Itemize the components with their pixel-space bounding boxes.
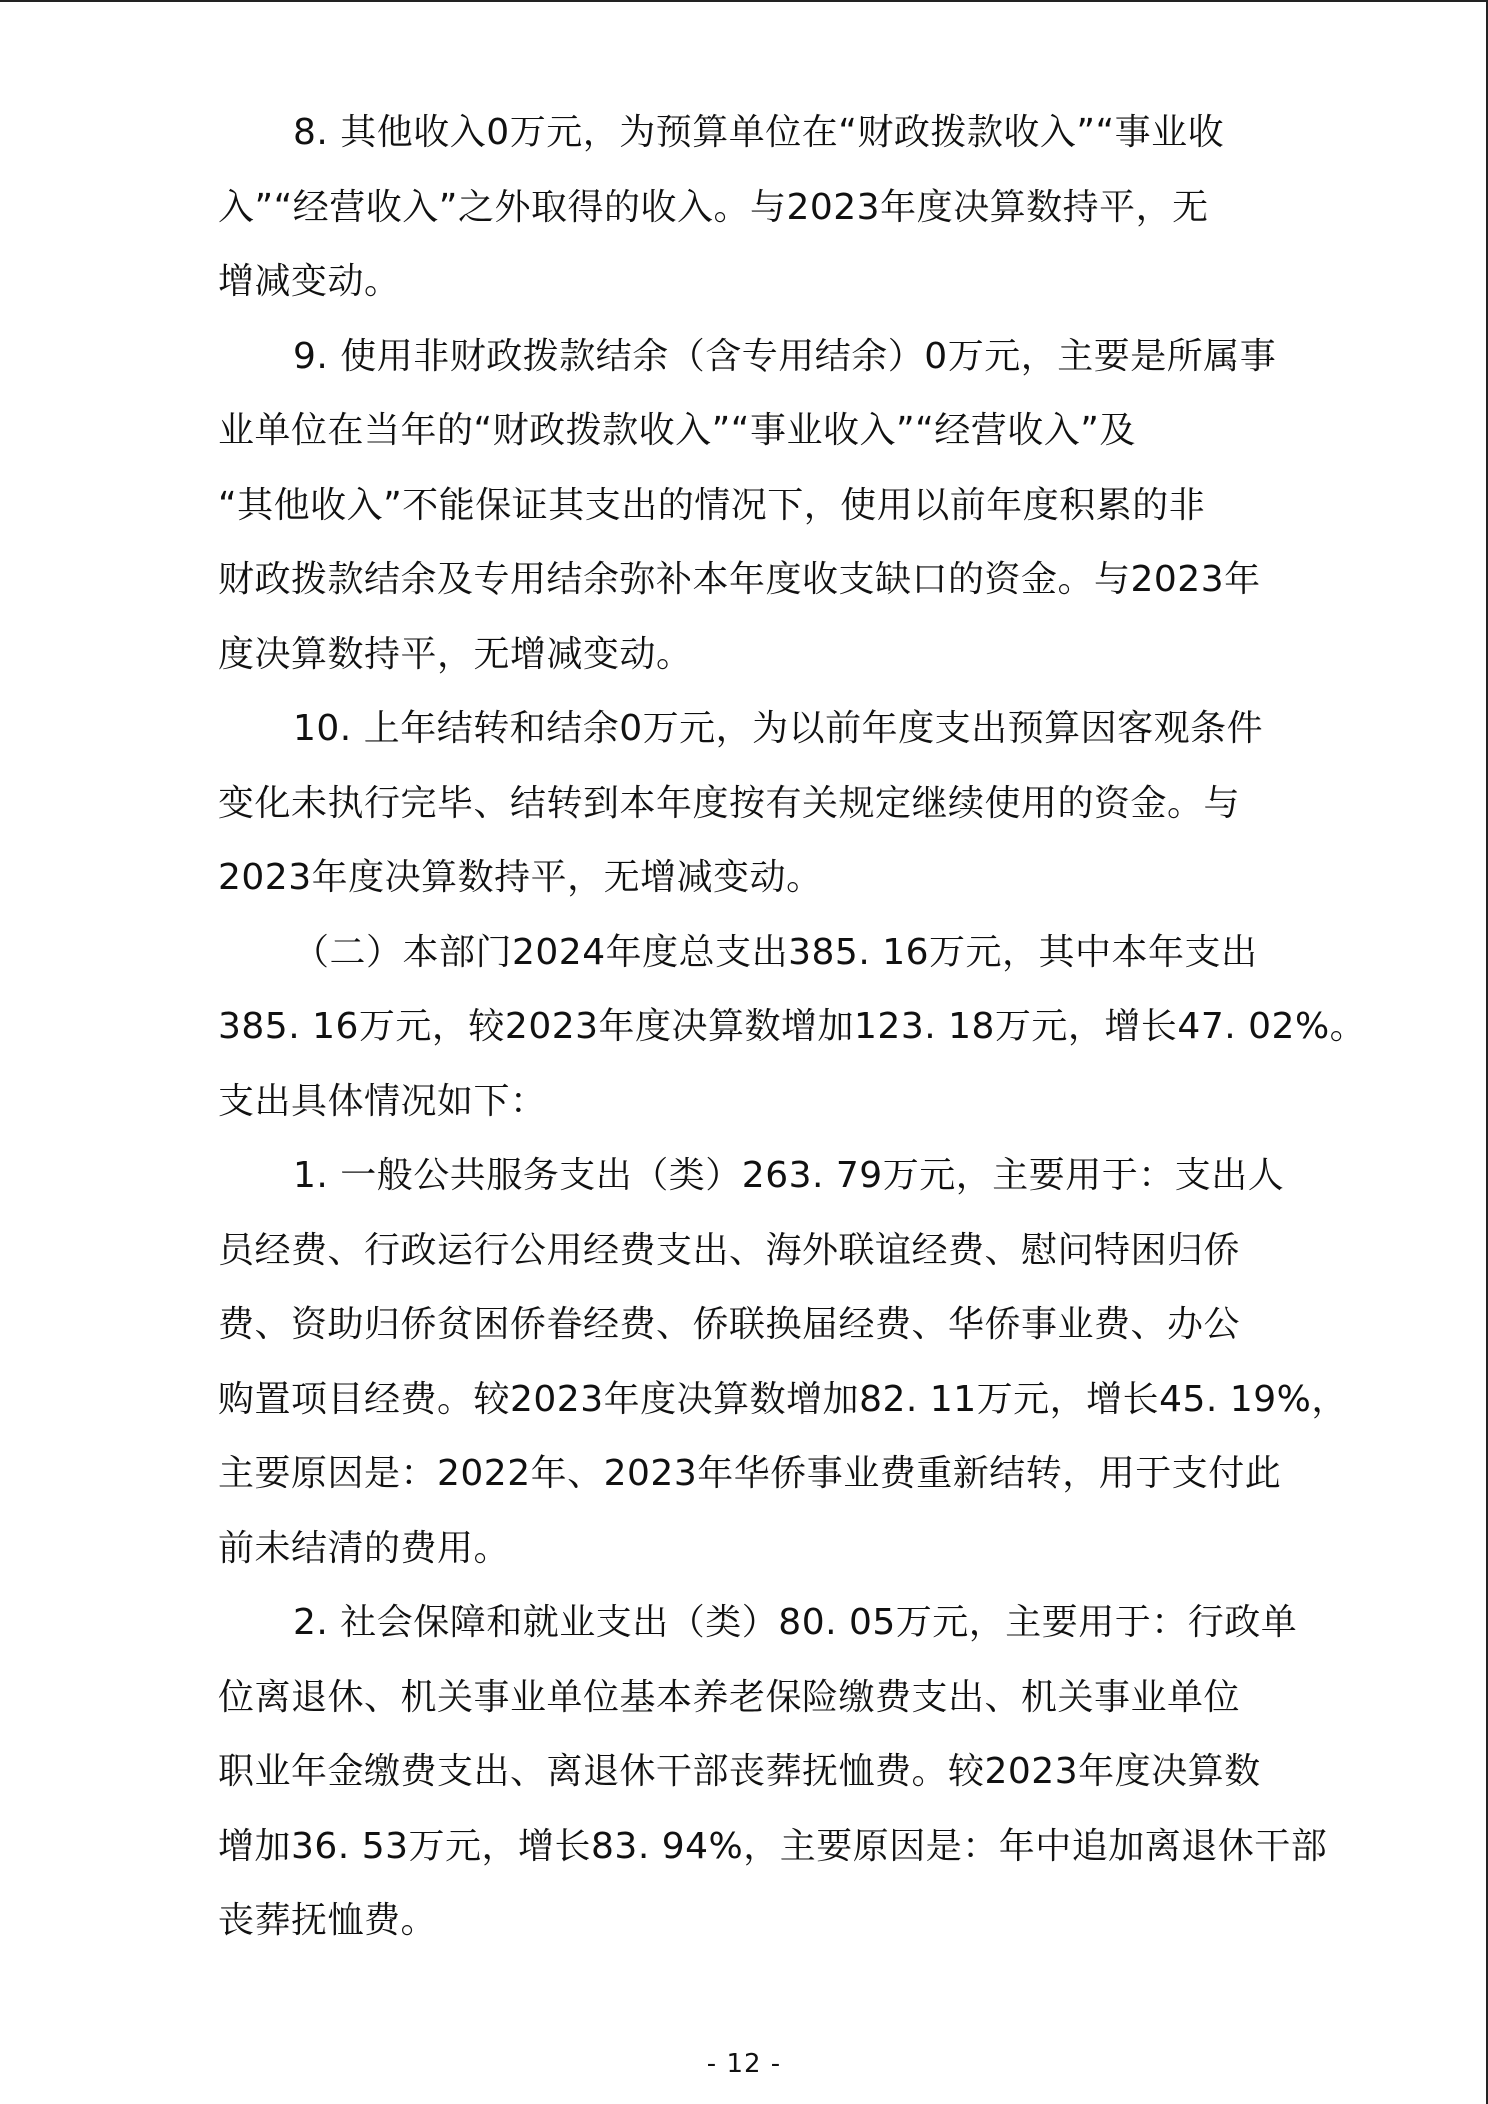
text-line: 支出具体情况如下： bbox=[218, 1080, 547, 1122]
page-border-top bbox=[0, 0, 1488, 2]
text-line: （二）本部门2024年度总支出385. 16万元，其中本年支出 bbox=[293, 931, 1258, 973]
text-line: 丧葬抚恤费。 bbox=[218, 1900, 438, 1941]
text-line: 财政拨款结余及专用结余弥补本年度收支缺口的资金。与2023年 bbox=[218, 559, 1261, 600]
paragraph-other-income bbox=[218, 96, 1288, 320]
paragraph-total-expenditure bbox=[218, 916, 1367, 1140]
paragraph-social-security bbox=[218, 1586, 1328, 1959]
text-line: 9. 使用非财政拨款结余（含专用结余）0万元，主要是所属事 bbox=[293, 335, 1277, 377]
text-line: 增加36. 53万元，增长83. 94%，主要原因是：年中追加离退休干部 bbox=[218, 1825, 1328, 1867]
paragraph-general-public-services bbox=[218, 1139, 1348, 1586]
text-line: 职业年金缴费支出、离退休干部丧葬抚恤费。较2023年度决算数 bbox=[218, 1751, 1261, 1792]
text-line: 2. 社会保障和就业支出（类）80. 05万元，主要用于：行政单 bbox=[293, 1602, 1298, 1643]
text-line: 主要原因是：2022年、2023年华侨事业费重新结转，用于支付此 bbox=[218, 1453, 1282, 1494]
text-line: 前未结清的费用。 bbox=[218, 1527, 511, 1569]
text-line: 1. 一般公共服务支出（类）263. 79万元，主要用于：支出人 bbox=[293, 1155, 1285, 1196]
text-line: 8. 其他收入0万元，为预算单位在“财政拨款收入”“事业收 bbox=[293, 112, 1225, 153]
document-body bbox=[218, 96, 1367, 1959]
paragraph-non-fiscal-balance bbox=[218, 320, 1288, 693]
text-line: 业单位在当年的“财政拨款收入”“事业收入”“经营收入”及 bbox=[218, 410, 1136, 451]
text-line: “其他收入”不能保证其支出的情况下，使用以前年度积累的非 bbox=[218, 484, 1206, 526]
text-line: 购置项目经费。较2023年度决算数增加82. 11万元，增长45. 19%， bbox=[218, 1378, 1348, 1420]
text-line: 员经费、行政运行公用经费支出、海外联谊经费、慰问特困归侨 bbox=[218, 1229, 1241, 1271]
text-line: 增减变动。 bbox=[218, 261, 401, 302]
text-line: 入”“经营收入”之外取得的收入。与2023年度决算数持平，无 bbox=[218, 186, 1209, 228]
paragraph-carryover bbox=[218, 692, 1288, 916]
text-line: 度决算数持平，无增减变动。 bbox=[218, 633, 693, 675]
text-line: 变化未执行完毕、结转到本年度按有关规定继续使用的资金。与 bbox=[218, 782, 1241, 824]
text-line: 10. 上年结转和结余0万元，为以前年度支出预算因客观条件 bbox=[293, 708, 1264, 749]
text-line: 385. 16万元，较2023年度决算数增加123. 18万元，增长47. 02%。 bbox=[218, 1006, 1367, 1047]
text-line: 2023年度决算数持平，无增减变动。 bbox=[218, 857, 823, 898]
page-number: - 12 - bbox=[706, 2049, 782, 2079]
text-line: 费、资助归侨贫困侨眷经费、侨联换届经费、华侨事业费、办公 bbox=[218, 1304, 1241, 1345]
text-line: 位离退休、机关事业单位基本养老保险缴费支出、机关事业单位 bbox=[218, 1676, 1241, 1718]
